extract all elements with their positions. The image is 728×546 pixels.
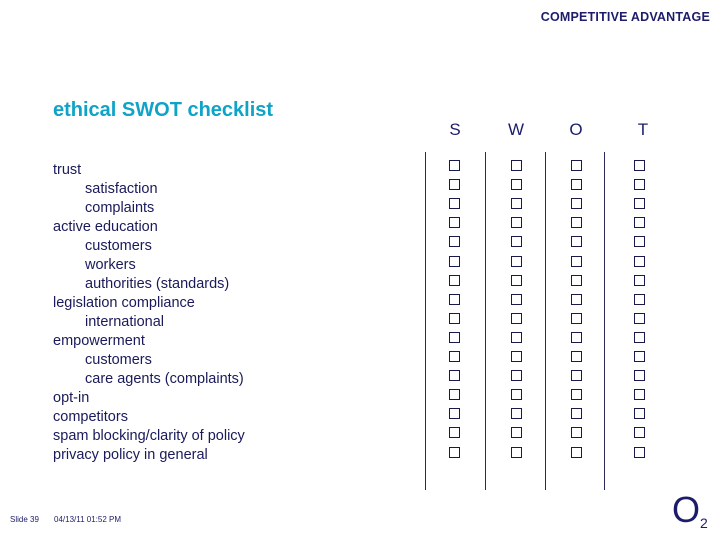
checkbox-t[interactable]	[634, 447, 645, 458]
column-divider	[485, 152, 486, 490]
checkbox-t[interactable]	[634, 256, 645, 267]
checklist-item: legislation compliance	[53, 295, 195, 311]
checklist-item: active education	[53, 219, 158, 235]
checklist-subitem: customers	[85, 352, 152, 368]
checklist-item: spam blocking/clarity of policy	[53, 428, 245, 444]
checkbox-w[interactable]	[511, 236, 522, 247]
checkbox-t[interactable]	[634, 217, 645, 228]
checkbox-s[interactable]	[449, 275, 460, 286]
checkbox-t[interactable]	[634, 370, 645, 381]
checkbox-w[interactable]	[511, 217, 522, 228]
checkbox-t[interactable]	[634, 275, 645, 286]
checkbox-o[interactable]	[571, 179, 582, 190]
checkbox-o[interactable]	[571, 294, 582, 305]
checklist-item: trust	[53, 162, 82, 178]
checkbox-s[interactable]	[449, 332, 460, 343]
checklist-subitem: satisfaction	[85, 181, 158, 197]
column-header-w: W	[507, 120, 525, 139]
page-title: ethical SWOT checklist	[53, 99, 274, 121]
column-header-o: O	[569, 120, 583, 139]
checkbox-s[interactable]	[449, 217, 460, 228]
checklist-subitem: complaints	[85, 200, 155, 216]
checkbox-w[interactable]	[511, 447, 522, 458]
column-divider	[604, 152, 605, 490]
checkbox-w[interactable]	[511, 313, 522, 324]
checkbox-w[interactable]	[511, 389, 522, 400]
section-header: COMPETITIVE ADVANTAGE	[540, 10, 710, 24]
checkbox-o[interactable]	[571, 160, 582, 171]
checkbox-t[interactable]	[634, 313, 645, 324]
checkbox-o[interactable]	[571, 256, 582, 267]
checkbox-s[interactable]	[449, 427, 460, 438]
checkbox-w[interactable]	[511, 275, 522, 286]
checkbox-o[interactable]	[571, 370, 582, 381]
column-header-t: T	[637, 120, 649, 139]
checkbox-w[interactable]	[511, 179, 522, 190]
checkbox-s[interactable]	[449, 236, 460, 247]
checkbox-t[interactable]	[634, 160, 645, 171]
column-header-s: S	[449, 120, 461, 139]
logo-letter: O	[672, 489, 701, 530]
checkbox-w[interactable]	[511, 160, 522, 171]
checklist-subitem: customers	[85, 238, 152, 254]
checklist-subitem: care agents (complaints)	[85, 371, 244, 387]
checkbox-t[interactable]	[634, 351, 645, 362]
checkbox-t[interactable]	[634, 332, 645, 343]
checklist-items	[53, 161, 245, 465]
checkbox-s[interactable]	[449, 160, 460, 171]
checkbox-t[interactable]	[634, 236, 645, 247]
checkbox-t[interactable]	[634, 408, 645, 419]
checklist-item: privacy policy in general	[53, 447, 208, 463]
checkbox-s[interactable]	[449, 198, 460, 209]
checkbox-w[interactable]	[511, 294, 522, 305]
checklist-subitem: international	[85, 314, 164, 330]
checkbox-w[interactable]	[511, 370, 522, 381]
checkbox-t[interactable]	[634, 389, 645, 400]
checklist-subitem: workers	[85, 257, 136, 273]
slide-date: 04/13/11 01:52 PM	[54, 515, 122, 524]
checkbox-t[interactable]	[634, 427, 645, 438]
checkbox-o[interactable]	[571, 217, 582, 228]
checkbox-o[interactable]	[571, 408, 582, 419]
checkbox-s[interactable]	[449, 256, 460, 267]
column-divider	[425, 152, 426, 490]
o2-logo	[668, 488, 716, 532]
checklist-item: competitors	[53, 409, 128, 425]
slide-number: Slide 39	[10, 515, 39, 524]
checkbox-t[interactable]	[634, 179, 645, 190]
checkbox-w[interactable]	[511, 332, 522, 343]
checkbox-o[interactable]	[571, 389, 582, 400]
checkbox-s[interactable]	[449, 408, 460, 419]
checkbox-s[interactable]	[449, 447, 460, 458]
column-divider	[545, 152, 546, 490]
logo-subscript: 2	[700, 515, 708, 531]
checkbox-s[interactable]	[449, 294, 460, 305]
checkbox-w[interactable]	[511, 427, 522, 438]
checkbox-o[interactable]	[571, 332, 582, 343]
checkbox-s[interactable]	[449, 313, 460, 324]
checkbox-o[interactable]	[571, 275, 582, 286]
checklist-subitem: authorities (standards)	[85, 276, 230, 292]
checkbox-t[interactable]	[634, 294, 645, 305]
checkbox-o[interactable]	[571, 198, 582, 209]
checkbox-o[interactable]	[571, 427, 582, 438]
checkbox-o[interactable]	[571, 313, 582, 324]
checkbox-o[interactable]	[571, 351, 582, 362]
checkbox-o[interactable]	[571, 236, 582, 247]
checkbox-w[interactable]	[511, 256, 522, 267]
checkbox-s[interactable]	[449, 389, 460, 400]
checklist-item: empowerment	[53, 333, 145, 349]
checkbox-t[interactable]	[634, 198, 645, 209]
checkbox-w[interactable]	[511, 408, 522, 419]
checkbox-o[interactable]	[571, 447, 582, 458]
checkbox-w[interactable]	[511, 198, 522, 209]
checklist-item: opt-in	[53, 390, 90, 406]
checkbox-w[interactable]	[511, 351, 522, 362]
checkbox-s[interactable]	[449, 351, 460, 362]
checkbox-s[interactable]	[449, 179, 460, 190]
checkbox-s[interactable]	[449, 370, 460, 381]
